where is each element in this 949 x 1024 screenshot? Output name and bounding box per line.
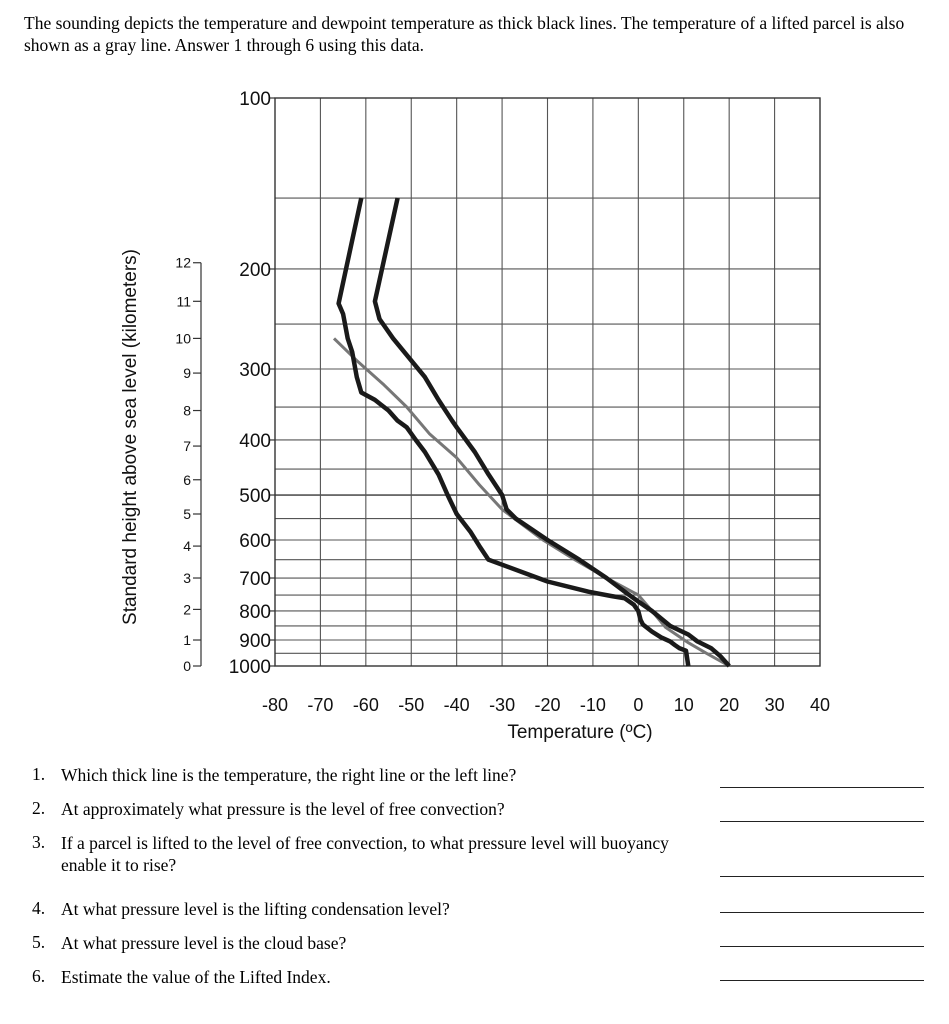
answer-blank[interactable] xyxy=(720,946,924,947)
question-text: At what pressure level is the cloud base? xyxy=(61,933,347,953)
pressure-tick-label: 100 xyxy=(239,89,271,110)
question-number: 1. xyxy=(32,764,46,784)
temperature-tick-label: -60 xyxy=(352,695,379,715)
height-tick-label: 3 xyxy=(183,570,191,587)
pressure-tick-label: 800 xyxy=(239,601,271,623)
height-tick-label: 11 xyxy=(176,293,191,310)
height-tick-label: 9 xyxy=(183,365,191,382)
temperature-tick-label: 20 xyxy=(719,695,740,715)
temperature-tick-label: 10 xyxy=(673,695,694,715)
height-tick-label: 8 xyxy=(183,402,191,419)
height-tick-label: 10 xyxy=(175,330,191,347)
answer-blank[interactable] xyxy=(720,980,924,981)
temperature-tick-label: -20 xyxy=(534,695,561,715)
answer-blank[interactable] xyxy=(720,787,924,788)
question-number: 4. xyxy=(32,898,46,918)
y-axis-title: Standard height above sea level (kilometers) xyxy=(120,249,141,625)
pressure-tick-label: 400 xyxy=(239,430,271,452)
pressure-tick-label: 600 xyxy=(239,530,271,552)
temperature-tick-label: -70 xyxy=(307,695,334,715)
temperature-tick-label: 0 xyxy=(633,695,644,715)
chart-series xyxy=(334,198,729,666)
chart-ticks xyxy=(175,89,830,715)
height-tick-label: 0 xyxy=(183,658,191,674)
temperature-tick-label: -30 xyxy=(489,695,516,715)
answer-blank[interactable] xyxy=(720,876,924,877)
question-text: At what pressure level is the lifting condensation level? xyxy=(61,899,450,919)
question-text: Which thick line is the temperature, the right line or the left line? xyxy=(61,765,517,785)
x-axis-title: Temperature (ºC) xyxy=(507,722,653,743)
pressure-tick-label: 200 xyxy=(239,259,271,281)
pressure-tick-label: 700 xyxy=(239,569,271,591)
temperature-tick-label: -10 xyxy=(579,695,606,715)
height-tick-label: 12 xyxy=(175,254,191,271)
temperature-tick-label: 30 xyxy=(764,695,785,715)
answer-blank[interactable] xyxy=(720,821,924,822)
height-tick-label: 2 xyxy=(183,601,191,618)
question-number: 6. xyxy=(32,966,46,986)
height-tick-label: 6 xyxy=(183,471,191,488)
question-text: If a parcel is lifted to the level of free convection, to what pressure level will buoyancy enable it to rise? xyxy=(61,833,669,875)
intro-text: The sounding depicts the temperature and dewpoint temperature as thick black lines. The temperature of a lifted parcel is also shown as a gray line. Answer 1 through 6 using this data. xyxy=(24,13,905,55)
temperature-tick-label: -40 xyxy=(443,695,470,715)
question-number: 2. xyxy=(32,798,46,818)
height-tick-label: 1 xyxy=(183,632,191,649)
pressure-tick-label: 500 xyxy=(239,486,271,508)
question-number: 3. xyxy=(32,832,46,852)
height-tick-label: 4 xyxy=(183,538,191,555)
pressure-tick-label: 300 xyxy=(239,360,271,382)
height-tick-label: 5 xyxy=(183,505,191,522)
answer-blank[interactable] xyxy=(720,912,924,913)
question-number: 5. xyxy=(32,932,46,952)
temperature-tick-label: 40 xyxy=(809,695,831,715)
parcel-line xyxy=(334,338,729,666)
question-text: Estimate the value of the Lifted Index. xyxy=(61,967,331,987)
pressure-tick-label: 1000 xyxy=(228,657,271,678)
pressure-tick-label: 900 xyxy=(239,631,271,653)
left-thick-line xyxy=(339,198,689,666)
question-text: At approximately what pressure is the level of free convection? xyxy=(61,799,505,819)
temperature-tick-label: -50 xyxy=(398,695,425,715)
height-tick-label: 7 xyxy=(183,438,191,455)
temperature-tick-label: -80 xyxy=(261,695,289,715)
